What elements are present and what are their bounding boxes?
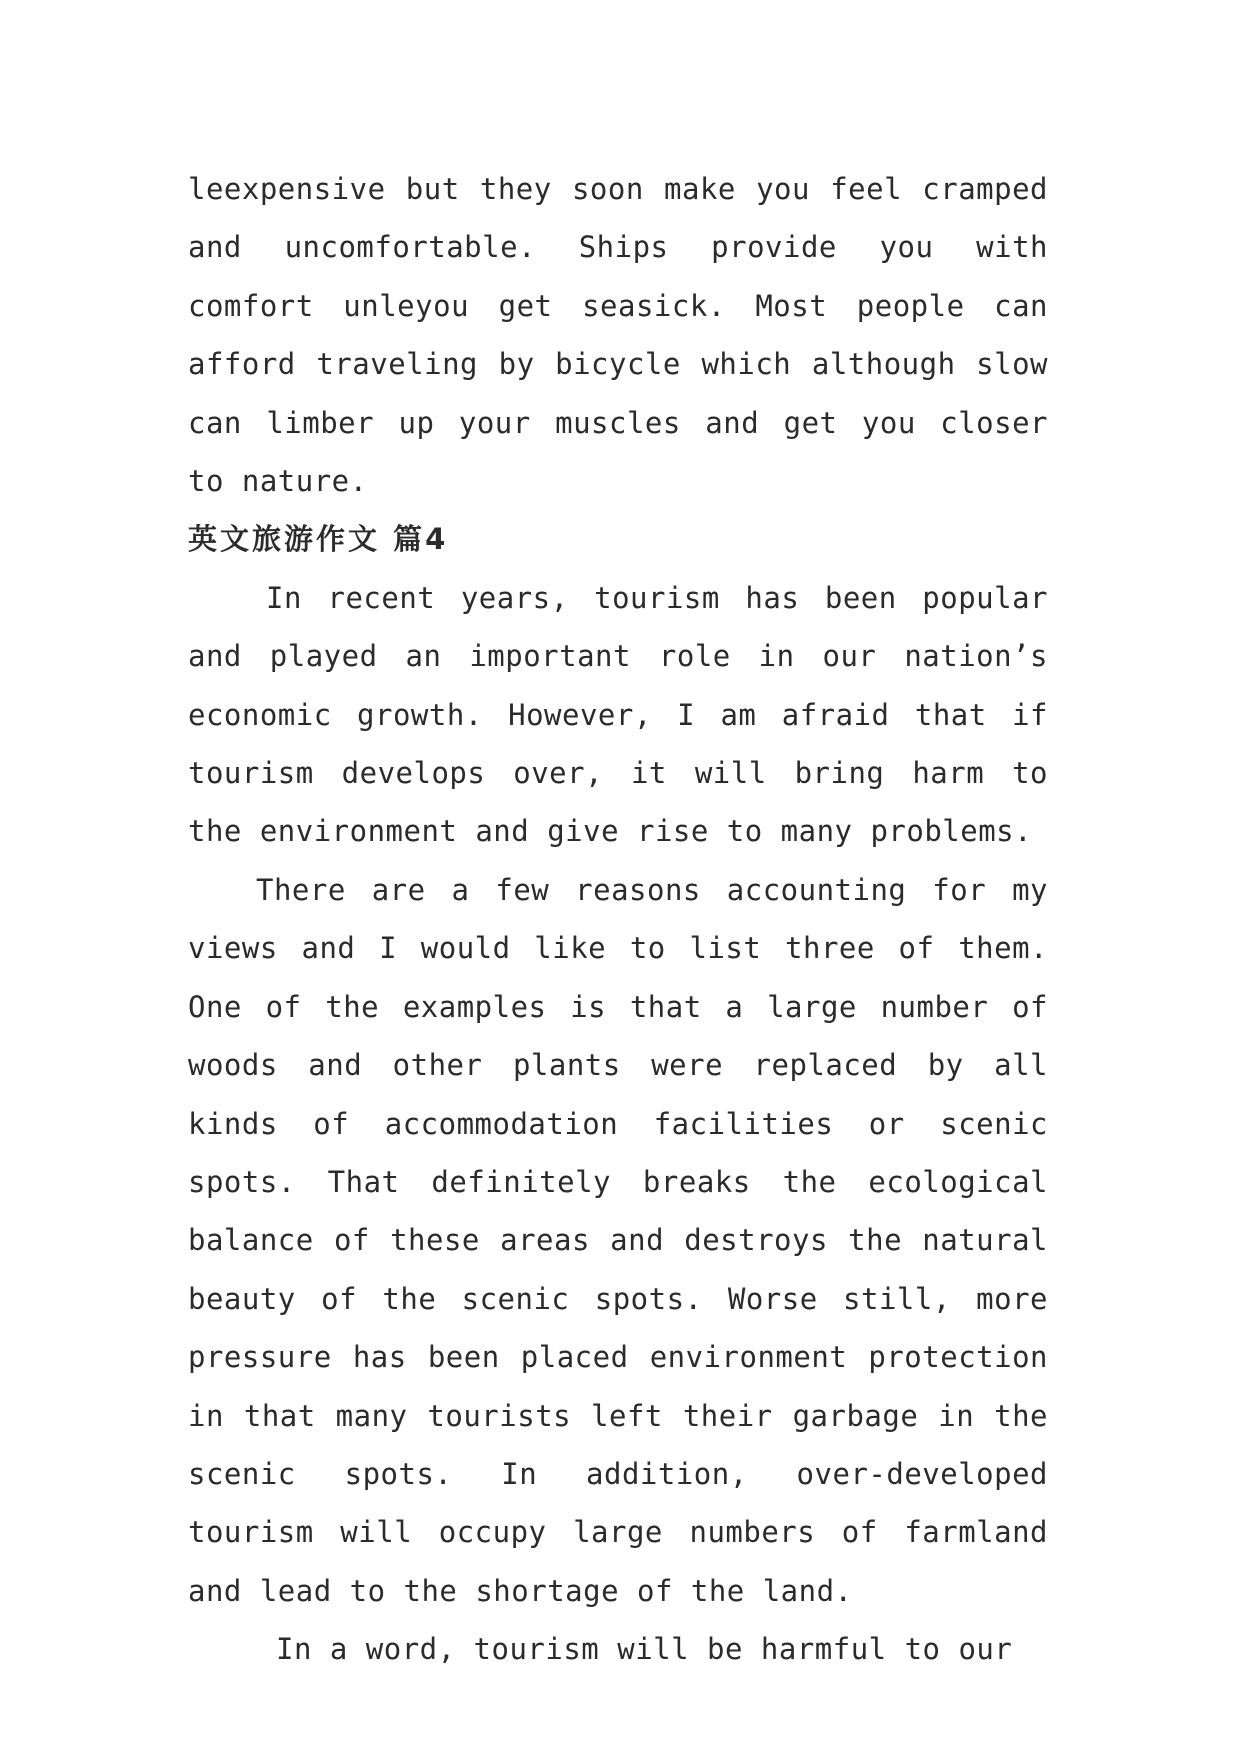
section-heading: 英文旅游作文 篇4 — [188, 522, 449, 557]
paragraph-intro: In recent years, tourism has been popular and played an important role in our nation’s economic growth. However, I am afraid that if tourism develops over, it will bring harm to the environment and give rise to many problems. — [188, 580, 1048, 849]
document-body — [188, 160, 1048, 1679]
paragraph-conclusion: In a word, tourism will be harmful to our — [276, 1632, 1013, 1667]
paragraph-reasons: There are a few reasons accounting for my views and I would like to list three of them. One of the examples is that a large number of woods and other plants were replaced by all kinds of accommodation facilities or scenic spots. That definitely breaks the ecological balance of these areas and destroys the natural beauty of the scenic spots. Worse still, more pressure has been placed environment protection in that many tourists left their garbage in the scenic spots. In addition, over-developed tourism will occupy large numbers of farmland and lead to the shortage of the land. — [188, 872, 1048, 1608]
paragraph-transport: leexpensive but they soon make you feel cramped and uncomfortable. Ships provide you with comfort unleyou get seasick. Most people can afford traveling by bicycle which although slow can limber up your muscles and get you closer to nature. — [188, 172, 1048, 499]
